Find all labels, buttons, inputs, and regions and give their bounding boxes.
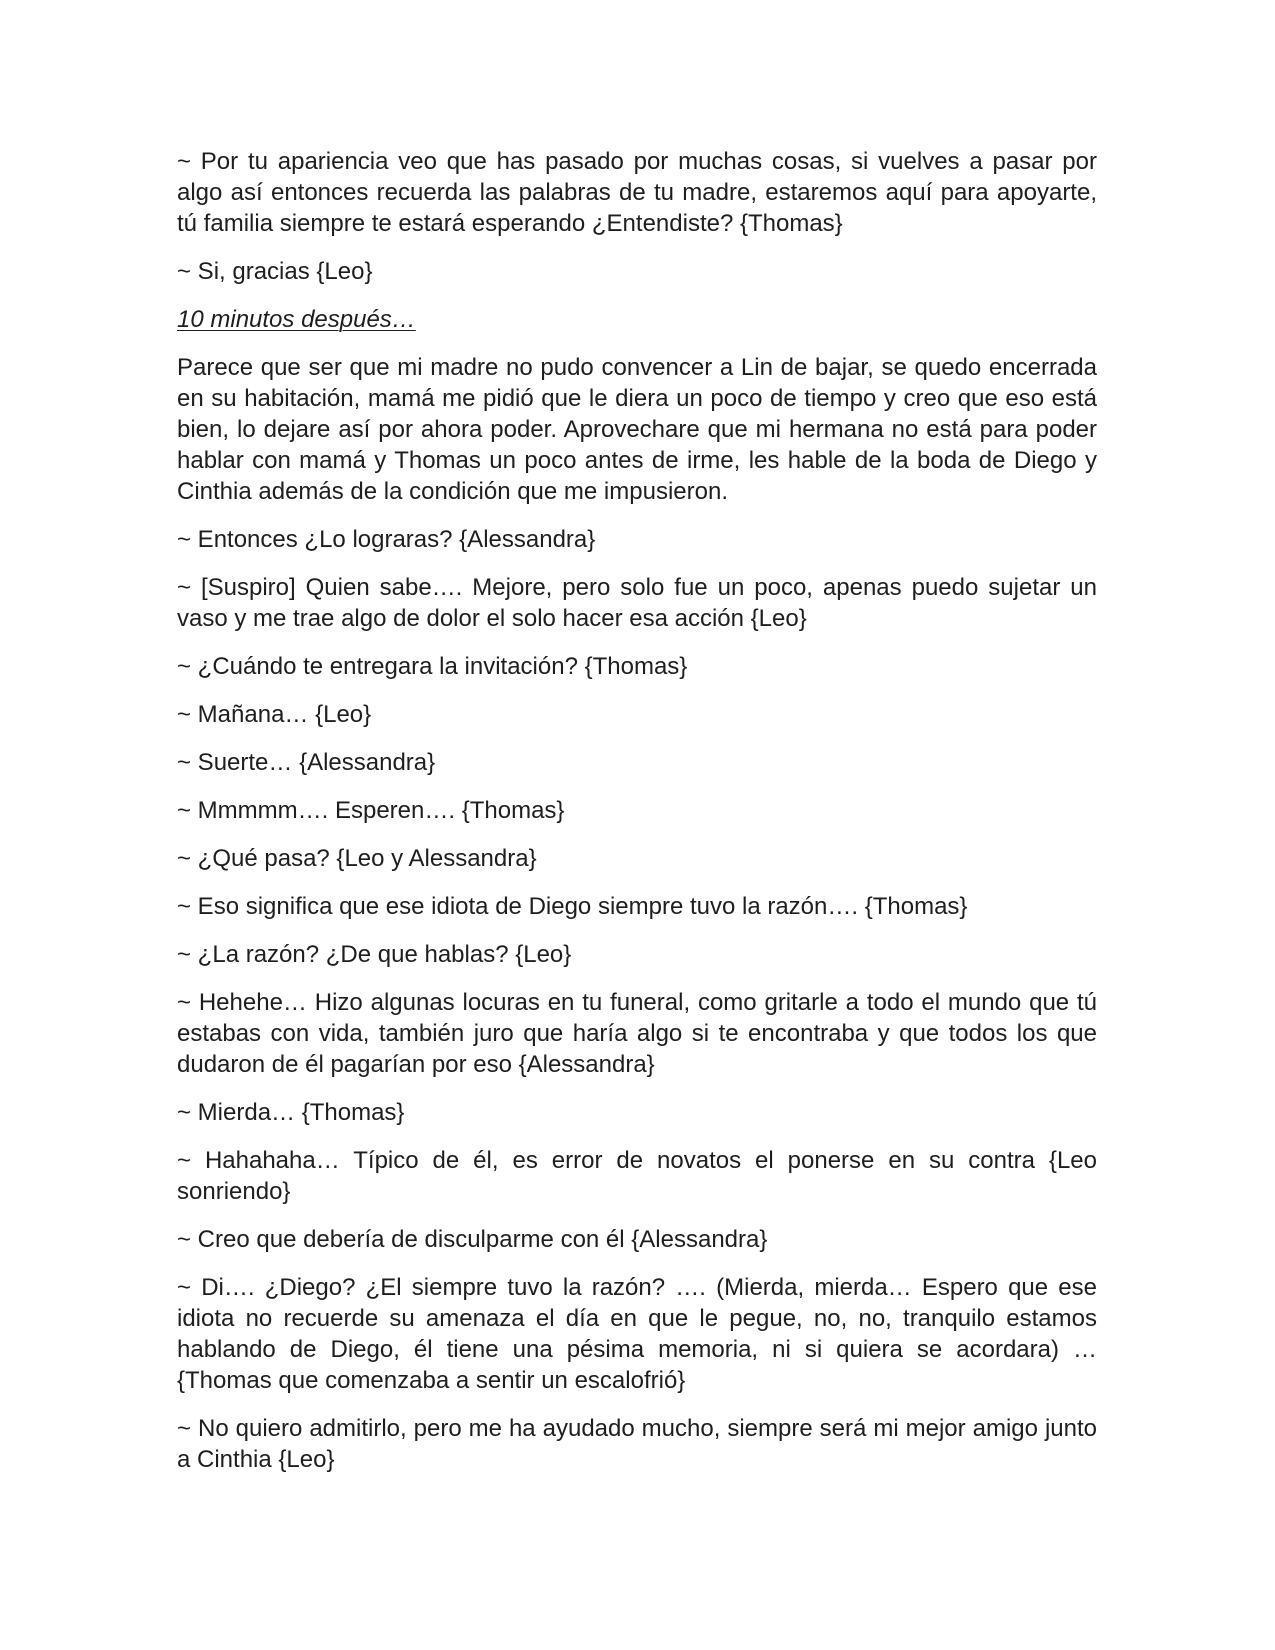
dialogue-line: ~ Entonces ¿Lo lograras? {Alessandra}: [177, 526, 596, 553]
dialogue-line: ~ Mmmmm…. Esperen…. {Thomas}: [177, 797, 565, 824]
dialogue-line: ~ No quiero admitirlo, pero me ha ayudado mucho, siempre será mi mejor amigo junto a Cinthia {Leo}: [177, 1415, 1097, 1473]
dialogue-line: ~ Hahahaha… Típico de él, es error de novatos el ponerse en su contra {Leo sonriendo}: [177, 1147, 1097, 1205]
scene-break-heading: 10 minutos después…: [177, 306, 416, 333]
dialogue-line: ~ Eso significa que ese idiota de Diego siempre tuvo la razón…. {Thomas}: [177, 893, 968, 920]
dialogue-line: ~ Di…. ¿Diego? ¿El siempre tuvo la razón? …. (Mierda, mierda… Espero que ese idiota no recuerde su amenaza el día en que le pegue, no, no, tranquilo estamos hablando de Diego, él tiene una pésima memoria, ni si quiera se acordara) … {Thomas que comenzaba a sentir un escalofrió}: [177, 1274, 1097, 1394]
dialogue-line: ~ ¿La razón? ¿De que hablas? {Leo}: [177, 941, 572, 968]
dialogue-line: ~ Hehehe… Hizo algunas locuras en tu funeral, como gritarle a todo el mundo que tú estabas con vida, también juro que haría algo si te encontraba y que todos los que dudaron de él pagarían por eso {Alessandra}: [177, 989, 1097, 1078]
document-body: [177, 146, 1097, 1492]
narration-paragraph: Parece que ser que mi madre no pudo convencer a Lin de bajar, se quedo encerrada en su habitación, mamá me pidió que le diera un poco de tiempo y creo que eso está bien, lo dejare así por ahora poder. Aprovechare que mi hermana no está para poder hablar con mamá y Thomas un poco antes de irme, les hable de la boda de Diego y Cinthia además de la condición que me impusieron.: [177, 354, 1097, 505]
dialogue-line: ~ ¿Qué pasa? {Leo y Alessandra}: [177, 845, 537, 872]
dialogue-line: ~ Mierda… {Thomas}: [177, 1099, 405, 1126]
dialogue-line: ~ Suerte… {Alessandra}: [177, 749, 436, 776]
dialogue-line: ~ Si, gracias {Leo}: [177, 258, 373, 285]
dialogue-line: ~ [Suspiro] Quien sabe…. Mejore, pero solo fue un poco, apenas puedo sujetar un vaso y me trae algo de dolor el solo hacer esa acción {Leo}: [177, 574, 1097, 632]
dialogue-line: ~ Creo que debería de disculparme con él {Alessandra}: [177, 1226, 768, 1253]
dialogue-line: ~ Por tu apariencia veo que has pasado por muchas cosas, si vuelves a pasar por algo así entonces recuerda las palabras de tu madre, estaremos aquí para apoyarte, tú familia siempre te estará esperando ¿Entendiste? {Thomas}: [177, 148, 1097, 237]
dialogue-line: ~ Mañana… {Leo}: [177, 701, 372, 728]
dialogue-line: ~ ¿Cuándo te entregara la invitación? {Thomas}: [177, 653, 688, 680]
